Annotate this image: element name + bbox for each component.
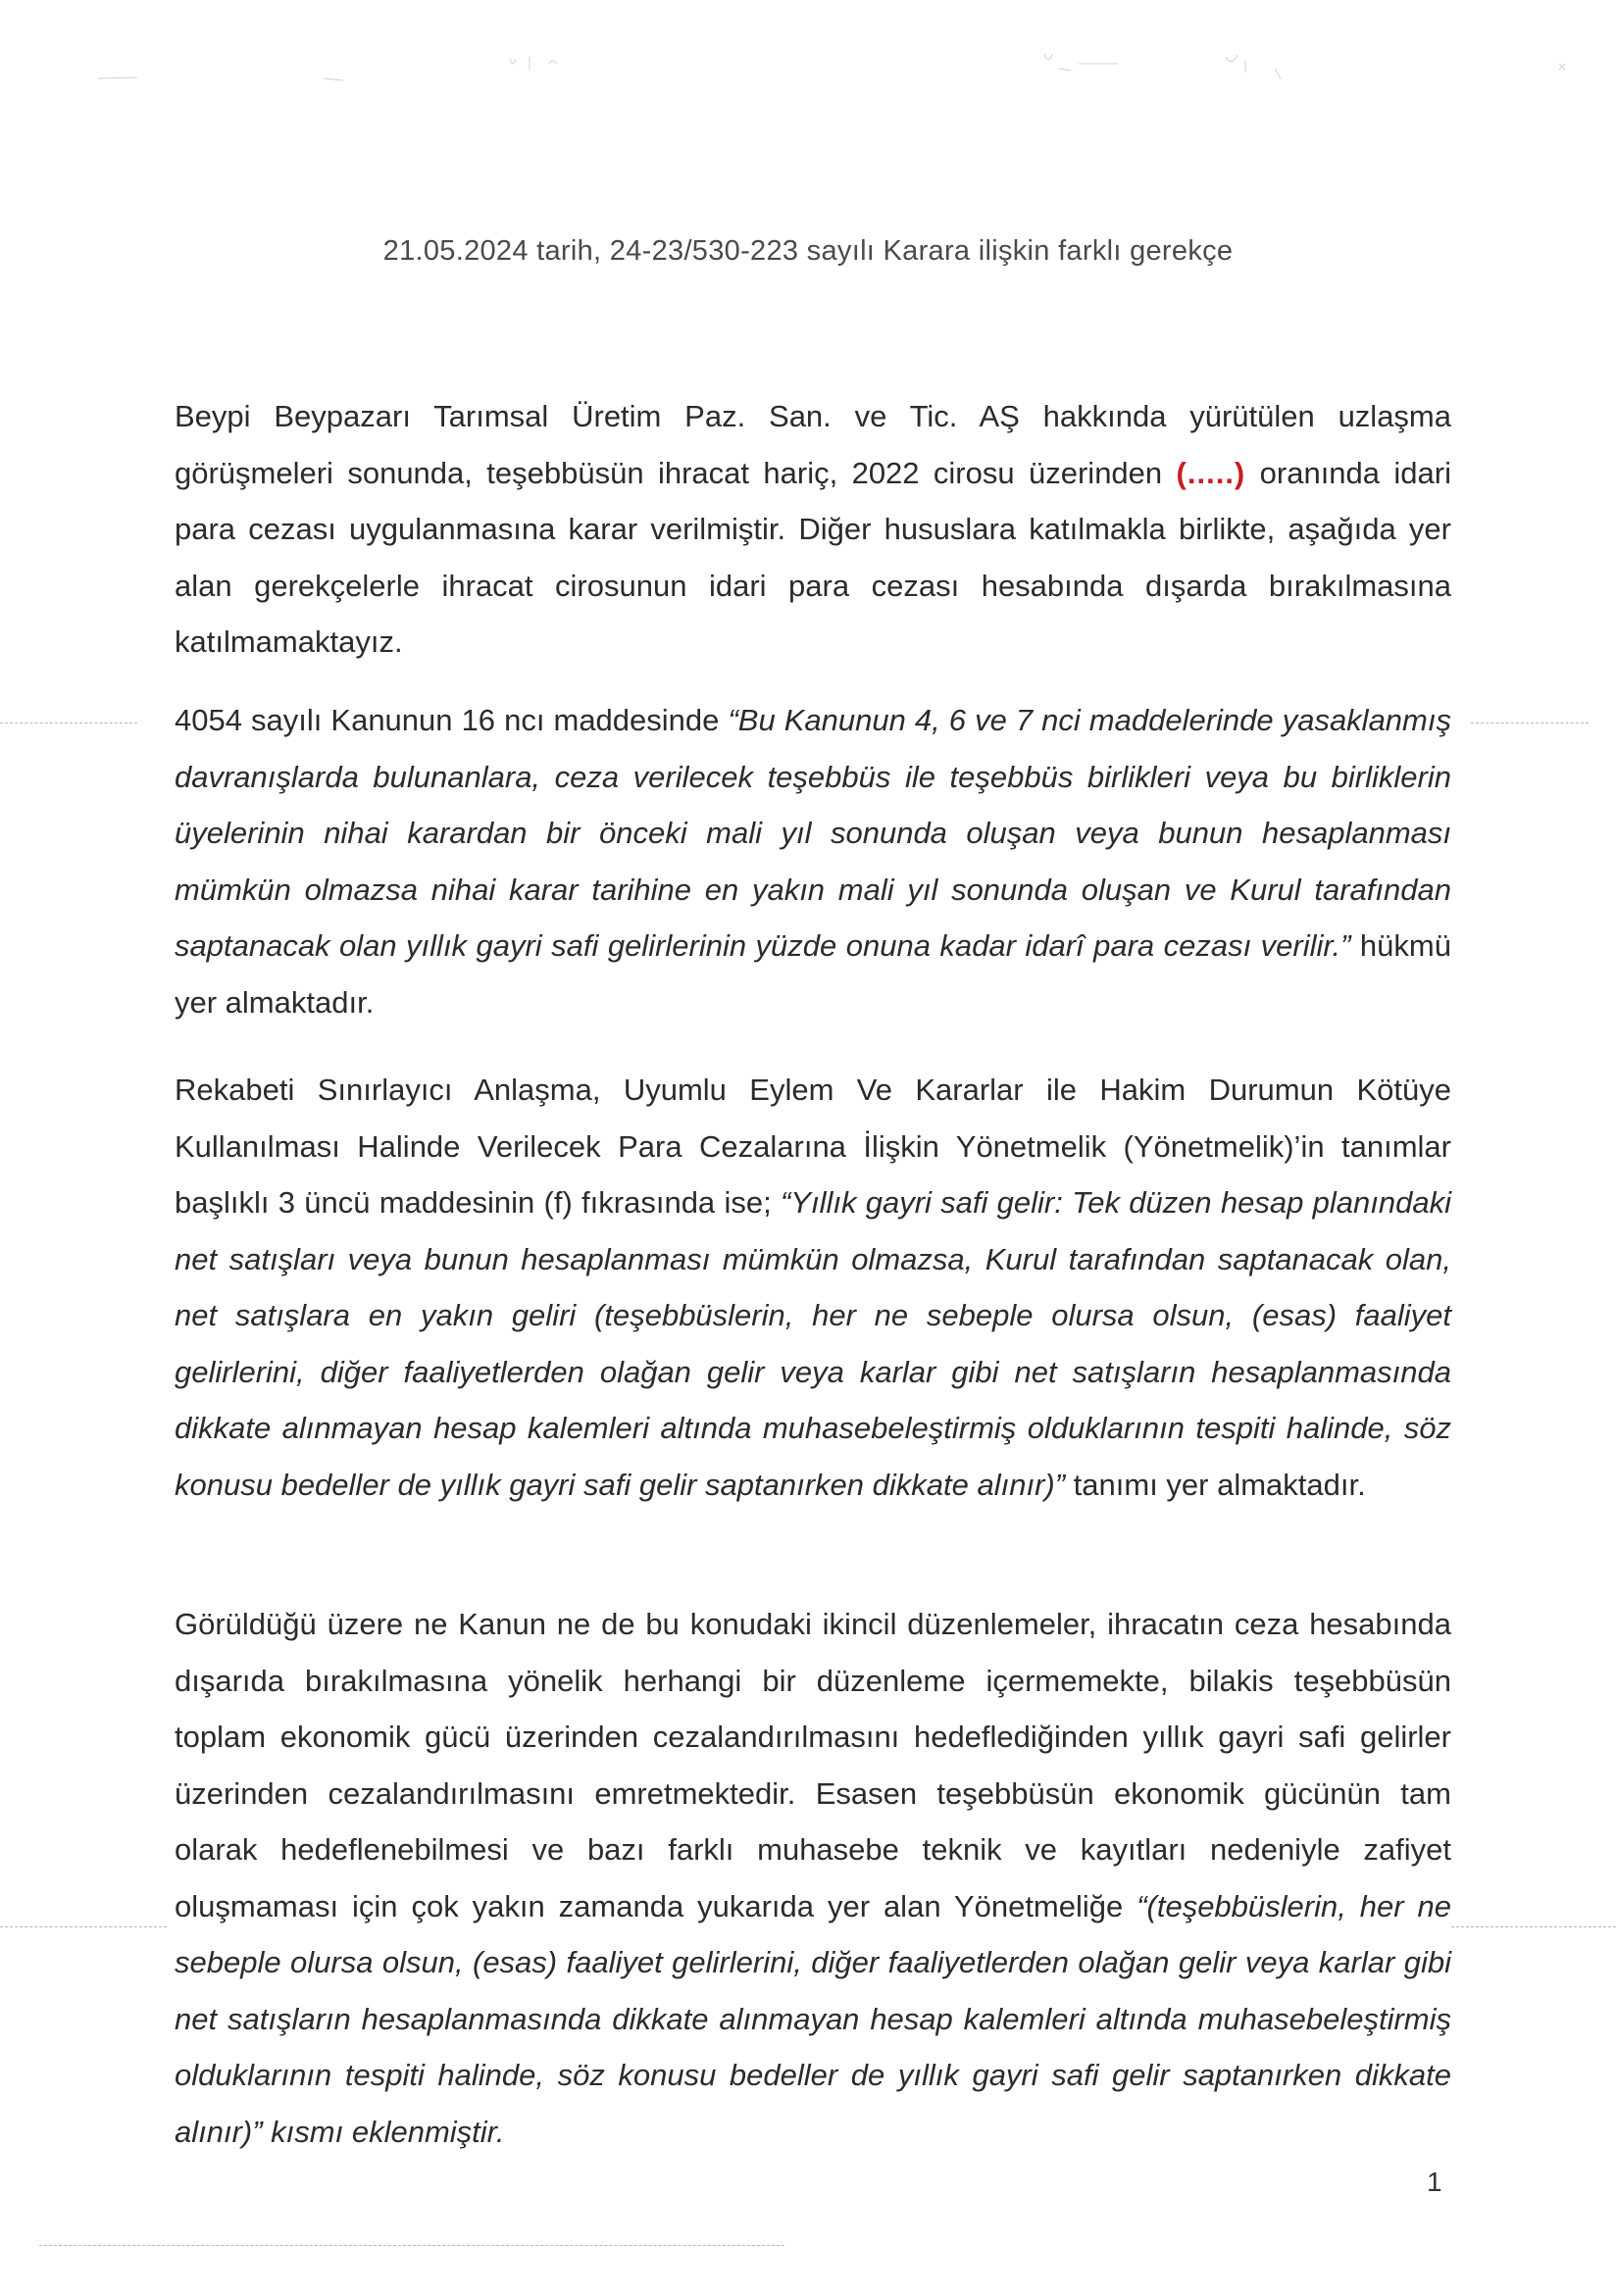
scan-line-right-2 xyxy=(1451,1926,1616,1927)
paragraph-3-text-a: Rekabeti Sınırlayıcı Anlaşma, Uyumlu Eylem Ve Kararlar ile Hakim Durumun Kötüye Kullanılması Halinde Verilecek Para Cezalarına İlişkin Yönetmelik (Yönetmelik)’in tanımlar başlıklı 3 üncü maddesinin (f) fıkrasında ise; xyxy=(175,1073,1451,1220)
paragraph-3-text-b: tanımı yer almaktadır. xyxy=(1065,1467,1366,1502)
paragraph-1 xyxy=(175,388,1451,671)
amendment-quote: “(teşebbüslerin, her ne sebeple olursa olsun, (esas) faaliyet gelirlerini, diğer faaliyetlerden olağan gelir veya karlar gibi net satışların hesaplanmasında dikkate alınmayan hesap kalemleri altında muhasebeleştirmiş olduklarının tespiti halinde, söz konusu bedeller de yıllık gayri safi gelir saptanırken dikkate alınır)” kısmı eklenmiştir. xyxy=(175,1888,1451,2149)
paragraph-1-text-a: Beypi Beypazarı Tarımsal Üretim Paz. San. ve Tic. AŞ hakkında yürütülen uzlaşma görüşmeleri sonunda, teşebbüsün ihracat hariç, 2022 cirosu üzerinden xyxy=(175,399,1451,490)
page-number: 1 xyxy=(1427,2167,1442,2197)
law-quote: “Bu Kanunun 4, 6 ve 7 nci maddelerinde yasaklanmış davranışlarda bulunanlara, ceza verilecek teşebbüs ile teşebbüs birlikleri veya bu birliklerin üyelerinin nihai karardan bir önceki mali yıl sonunda oluşan veya bunun hesaplanması mümkün olmazsa nihai karar tarihine en yakın mali yıl sonunda oluşan ve Kurul tarafından saptanacak olan yıllık gayri safi gelirlerinin yüzde onuna kadar idarî para cezası verilir.” xyxy=(175,703,1451,963)
scan-line-left-2 xyxy=(0,1926,167,1927)
scan-line-bottom xyxy=(39,2245,784,2246)
paragraph-4-text-a: Görüldüğü üzere ne Kanun ne de bu konudaki ikincil düzenlemeler, ihracatın ceza hesabında dışarıda bırakılmasına yönelik herhangi bir düzenleme içermemekte, bilakis teşebbüsün toplam ekonomik gücü üzerinden cezalandırılmasını hedeflediğinden yıllık gayri safi gelirler üzerinden cezalandırılmasını emretmektedir. Esasen teşebbüsün ekonomik gücünün tam olarak hedeflenebilmesi ve bazı farklı muhasebe teknik ve kayıtları nedeniyle zafiyet oluşmaması için çok yakın zamanda yukarıda yer alan Yönetmeliğe xyxy=(175,1607,1451,1923)
paragraph-3 xyxy=(175,1062,1451,1513)
scan-line-right xyxy=(1471,723,1589,724)
paragraph-2-text-a: 4054 sayılı Kanunun 16 ncı maddesinde xyxy=(175,703,729,737)
regulation-quote: “Yıllık gayri safi gelir: Tek düzen hesap planındaki net satışları veya bunun hesaplanması mümkün olmazsa, Kurul tarafından saptanacak olan, net satışlara en yakın geliri (teşebbüslerin, her ne sebeple olursa olsun, (esas) faaliyet gelirlerini, diğer faaliyetlerden olağan gelir veya karlar gibi net satışların hesaplanmasında dikkate alınmayan hesap kalemleri altında muhasebeleştirmiş olduklarının tespiti halinde, söz konusu bedeller de yıllık gayri safi gelir saptanırken dikkate alınır)” xyxy=(175,1185,1451,1502)
paragraph-2-text-b: hükmü yer almaktadır. xyxy=(175,928,1451,1020)
paragraph-2 xyxy=(175,692,1451,1030)
scan-artifacts xyxy=(0,39,1616,98)
scan-line-left xyxy=(0,723,137,724)
document-title: 21.05.2024 tarih, 24-23/530-223 sayılı Karara ilişkin farklı gerekçe xyxy=(382,235,1234,267)
paragraph-4 xyxy=(175,1596,1451,2160)
redaction-mark: (.....) xyxy=(1176,455,1246,490)
paragraph-1-text-b: oranında idari para cezası uygulanmasına karar verilmiştir. Diğer hususlara katılmakla birlikte, aşağıda yer alan gerekçelerle ihracat cirosunun idari para cezası hesabında dışarda bırakılmasına katılmamaktayız. xyxy=(175,455,1451,659)
